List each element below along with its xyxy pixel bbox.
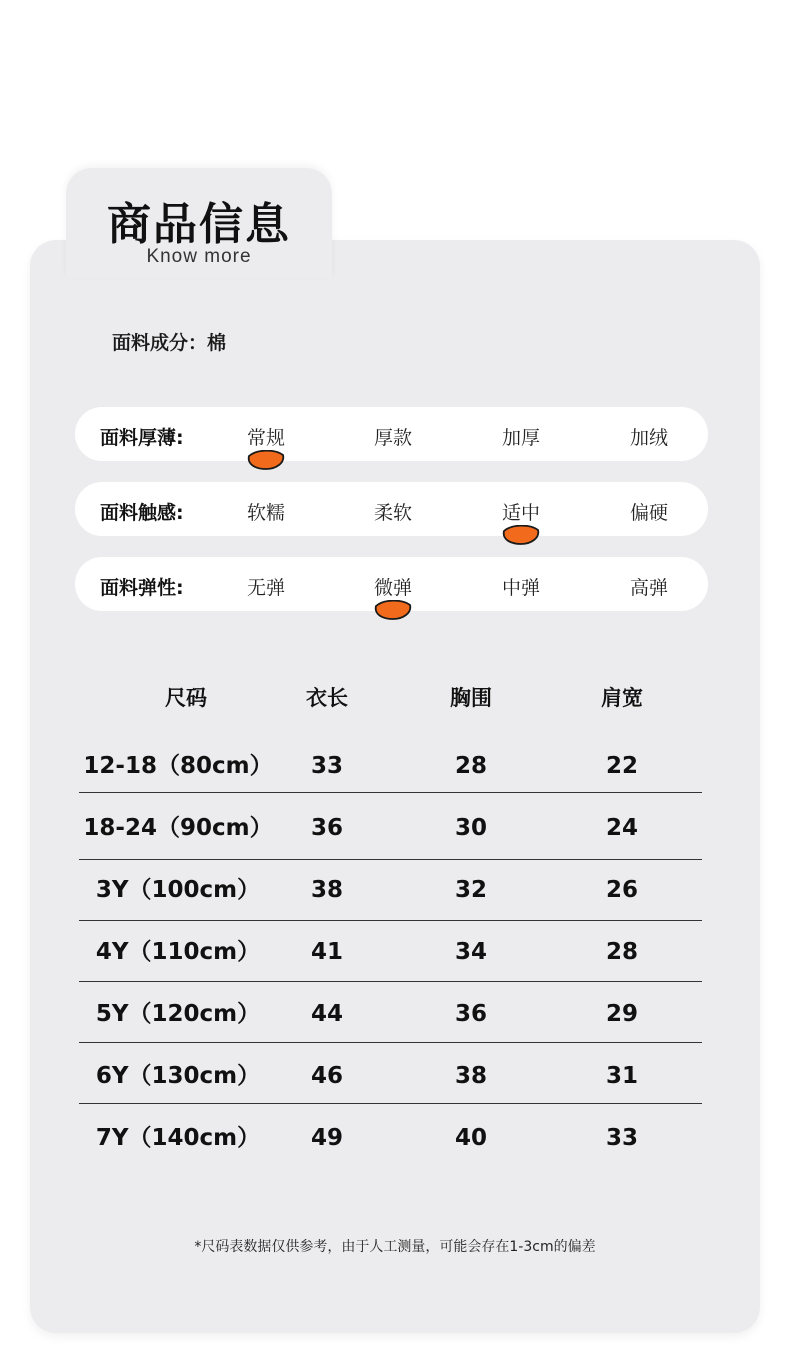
cell-size: 6Y（130cm）	[95, 1063, 261, 1089]
cell-size: 12-18（80cm）	[83, 753, 273, 779]
cell-length: 41	[310, 939, 343, 965]
row-divider	[79, 792, 702, 793]
cell-size: 7Y（140cm）	[95, 1125, 261, 1151]
attribute-option: 无弹	[246, 577, 285, 599]
cell-chest: 40	[454, 1125, 487, 1151]
attribute-option: 软糯	[246, 502, 285, 524]
column-header-chest: 胸围	[450, 686, 492, 710]
cell-size: 3Y（100cm）	[95, 877, 261, 903]
attribute-option: 偏硬	[629, 502, 668, 524]
cell-length: 46	[310, 1063, 343, 1089]
table-row	[0, 735, 790, 797]
cell-length: 49	[310, 1125, 343, 1151]
attribute-option: 加绒	[629, 427, 668, 449]
fabric-composition	[112, 328, 226, 355]
cell-shoulder: 29	[605, 1001, 638, 1027]
measurement-note: *尺码表数据仅供参考，由于人工测量，可能会存在1-3cm的偏差	[194, 1239, 596, 1255]
attribute-option: 柔软	[373, 502, 412, 524]
cell-size: 5Y（120cm）	[95, 1001, 261, 1027]
cell-shoulder: 26	[605, 877, 638, 903]
column-header-length: 衣长	[306, 686, 348, 710]
cell-length: 33	[310, 753, 343, 779]
cell-size: 4Y（110cm）	[95, 939, 261, 965]
cell-chest: 30	[454, 815, 487, 841]
table-row	[0, 921, 790, 983]
cell-chest: 38	[454, 1063, 487, 1089]
composition-label: 面料成分：	[112, 332, 208, 354]
cell-shoulder: 33	[605, 1125, 638, 1151]
attribute-option: 加厚	[501, 427, 540, 449]
cell-length: 36	[310, 815, 343, 841]
cell-shoulder: 31	[605, 1063, 638, 1089]
attribute-option: 适中	[501, 502, 540, 524]
row-divider	[79, 981, 702, 982]
cell-chest: 32	[454, 877, 487, 903]
column-header-shoulder: 肩宽	[601, 686, 643, 710]
row-divider	[79, 1042, 702, 1043]
table-row	[0, 1045, 790, 1107]
cell-shoulder: 28	[605, 939, 638, 965]
table-row	[0, 1107, 790, 1169]
selected-marker-icon	[502, 525, 540, 545]
selected-marker-icon	[247, 450, 285, 470]
cell-chest: 28	[454, 753, 487, 779]
page-subtitle: Know more	[146, 246, 252, 267]
column-header-size: 尺码	[165, 686, 207, 710]
attribute-option: 高弹	[629, 577, 668, 599]
cell-length: 38	[310, 877, 343, 903]
attribute-option: 微弹	[373, 577, 412, 599]
attribute-label: 面料厚薄:	[100, 427, 184, 449]
cell-chest: 34	[454, 939, 487, 965]
cell-size: 18-24（90cm）	[83, 815, 273, 841]
cell-shoulder: 22	[605, 753, 638, 779]
cell-chest: 36	[454, 1001, 487, 1027]
attribute-option: 常规	[246, 427, 285, 449]
attribute-label: 面料弹性:	[100, 577, 184, 599]
attribute-option: 厚款	[373, 427, 412, 449]
attribute-option: 中弹	[501, 577, 540, 599]
attribute-label: 面料触感:	[100, 502, 184, 524]
table-row	[0, 983, 790, 1045]
cell-length: 44	[310, 1001, 343, 1027]
table-row	[0, 797, 790, 859]
cell-shoulder: 24	[605, 815, 638, 841]
table-row	[0, 859, 790, 921]
selected-marker-icon	[374, 600, 412, 620]
composition-value: 棉	[207, 332, 227, 354]
row-divider	[79, 1103, 702, 1104]
page-title: 商品信息	[107, 199, 291, 250]
